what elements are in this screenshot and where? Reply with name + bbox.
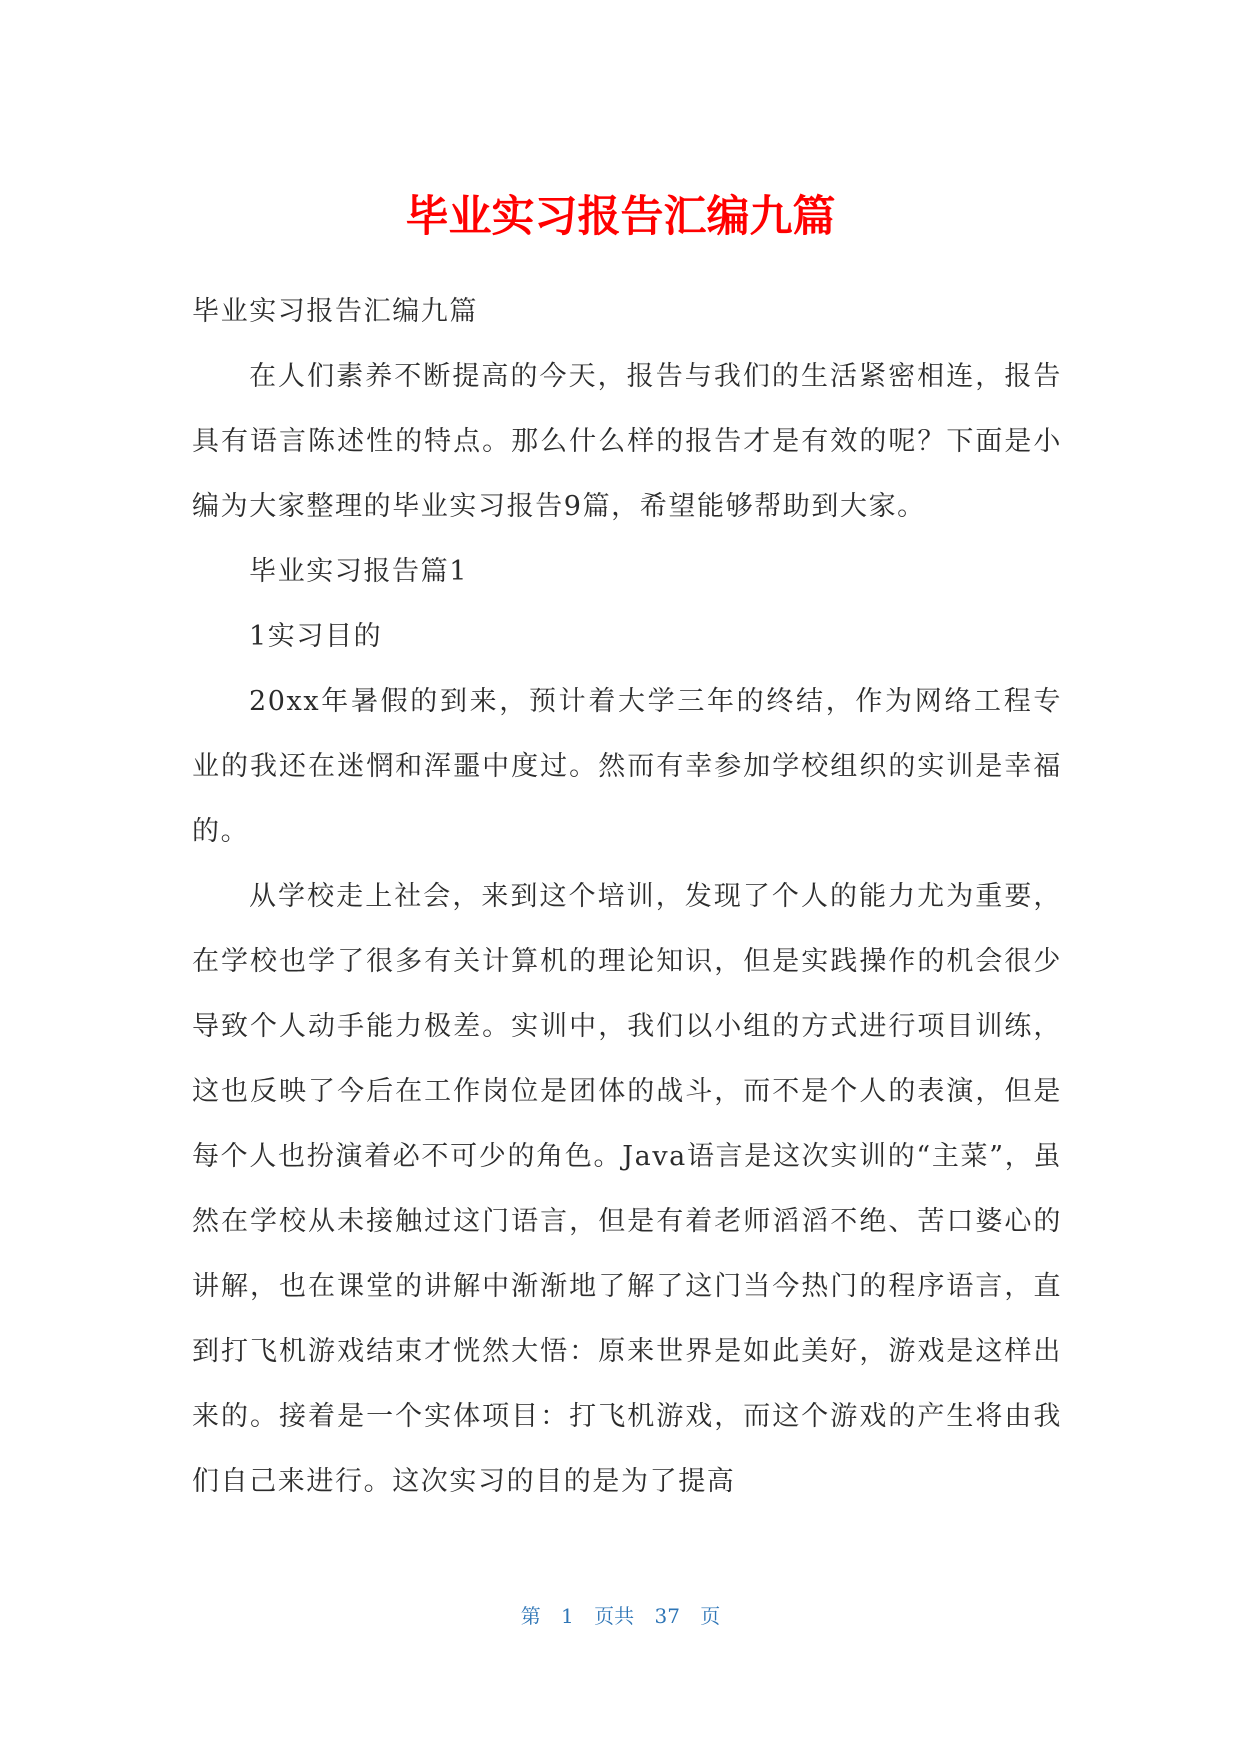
page-title: 毕业实习报告汇编九篇 — [405, 192, 836, 242]
subsection-heading: 1实习目的 — [249, 621, 383, 652]
document-body — [192, 279, 1062, 1514]
section-heading: 毕业实习报告篇1 — [249, 556, 468, 587]
page-footer: 第 1 页共 37 页 — [520, 1604, 721, 1628]
document-subtitle: 毕业实习报告汇编九篇 — [192, 296, 478, 327]
body-paragraph: 从学校走上社会，来到这个培训，发现了个人的能力尤为重要，在学校也学了很多有关计算机的理论知识，但是实践操作的机会很少导致个人动手能力极差。实训中，我们以小组的方式进行项目训练，这也反映了今后在工作岗位是团体的战斗，而不是个人的表演，但是每个人也扮演着必不可少的角色。Java语言是这次实训的“主菜”，虽然在学校从未接触过这门语言，但是有着老师滔滔不绝、苦口婆心的讲解，也在课堂的讲解中渐渐地了解了这门当今热门的程序语言，直到打飞机游戏结束才恍然大悟：原来世界是如此美好，游戏是这样出来的。接着是一个实体项目：打飞机游戏，而这个游戏的产生将由我们自己来进行。这次实习的目的是为了提高 — [192, 881, 1062, 1497]
intro-paragraph: 在人们素养不断提高的今天，报告与我们的生活紧密相连，报告具有语言陈述性的特点。那么什么样的报告才是有效的呢？下面是小编为大家整理的毕业实习报告9篇，希望能够帮助到大家。 — [192, 361, 1062, 522]
body-paragraph: 20xx年暑假的到来，预计着大学三年的终结，作为网络工程专业的我还在迷惘和浑噩中度过。然而有幸参加学校组织的实训是幸福的。 — [192, 686, 1062, 847]
